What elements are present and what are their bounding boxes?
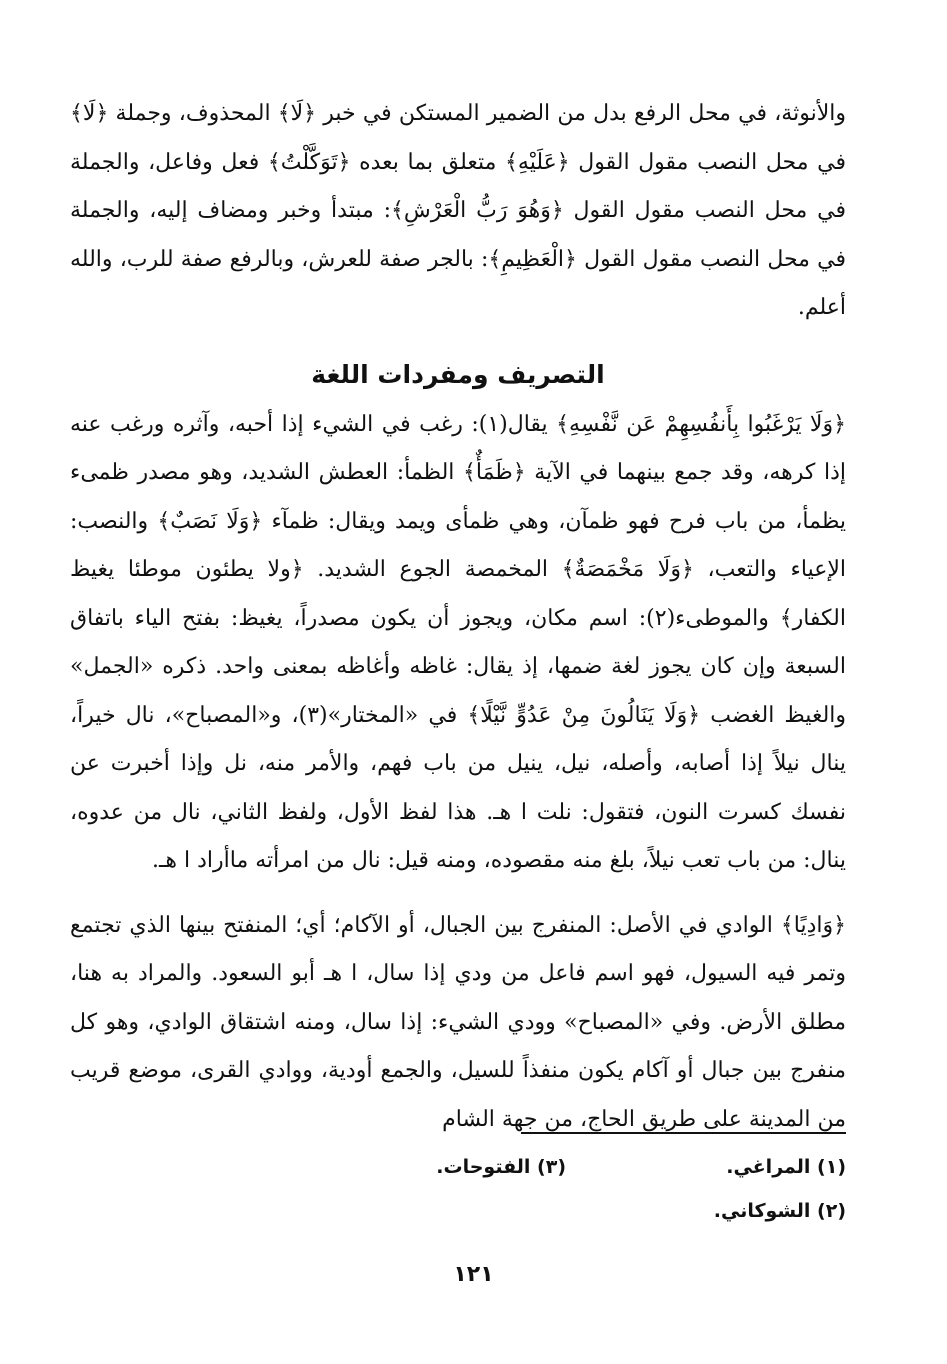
footnote-3: (٣) الفتوحات.	[436, 1156, 566, 1178]
footnote-row-2	[70, 1200, 846, 1222]
paragraph-wadi: ﴿وَادِيًا﴾ الوادي في الأصل: المنفرج بين الجبال، أو الآكام؛ أي؛ المنفتح بينها الذي تجتمع وتمر فيه السيول، فهو اسم فاعل من ودي إذا سال، ا هـ أبو السعود. والمراد به هنا، مطلق الأرض. وفي «المصباح» وودي الشيء: إذا سال، ومنه اشتقاق الوادي، وهو كل منفرج بين جبال أو آكام يكون منفذاً للسيل، والجمع أودية، ووادي القرى، موضع قريب من المدينة على طريق الحاج، من جهة الشام	[70, 912, 846, 1132]
page-number: ١٢١	[453, 1262, 494, 1287]
footnote-2: (٢) الشوكاني.	[713, 1200, 846, 1222]
section-heading: التصريف ومفردات اللغة	[311, 359, 605, 389]
footnote-row-1	[70, 1156, 846, 1178]
footnote-1: (١) المراغي.	[726, 1156, 846, 1178]
paragraph-grammar: والأنوثة، في محل الرفع بدل من الضمير المستكن في خبر ﴿لَا﴾ المحذوف، وجملة ﴿لَا﴾ في محل النصب مقول القول ﴿عَلَيْهِ﴾ متعلق بما بعده ﴿تَوَكَّلْتُ﴾ فعل وفاعل، والجملة في محل النصب مقول القول ﴿وَهُوَ رَبُّ الْعَرْشِ﴾: مبتدأ وخبر ومضاف إليه، والجملة في محل النصب مقول القول ﴿الْعَظِيمِ﴾: بالجر صفة للعرش، وبالرفع صفة للرب، والله أعلم.	[70, 101, 846, 320]
footnotes	[70, 1132, 846, 1222]
footnote-divider	[521, 1132, 846, 1134]
page-body	[70, 90, 846, 1144]
paragraph-vocabulary: ﴿وَلَا يَرْغَبُوا بِأَنفُسِهِمْ عَن نَّفْسِهِ﴾ يقال(١): رغب في الشيء إذا أحبه، وآثره ورغب عنه إذا كرهه، وقد جمع بينهما في الآية ﴿ظَمَأٌ﴾ الظمأ: العطش الشديد، وهو مصدر ظمىء يظمأ، من باب فرح فهو ظمآن، وهي ظمأى ويمد ويقال: ظمآء ﴿وَلَا نَصَبٌ﴾ والنصب: الإعياء والتعب، ﴿وَلَا مَخْمَصَةٌ﴾ المخمصة الجوع الشديد. ﴿ولا يطئون موطئا يغيظ الكفار﴾ والموطىء(٢): اسم مكان، ويجوز أن يكون مصدراً، يغيظ: بفتح الياء باتفاق السبعة وإن كان يجوز لغة ضمها، إذ يقال: غاظه وأغاظه بمعنى واحد. ذكره «الجمل» والغيظ الغضب ﴿وَلَا يَنَالُونَ مِنْ عَدُوٍّ نَّيْلًا﴾ في «المختار»(٣)، و«المصباح»، نال خيراً، ينال نيلاً إذا أصابه، وأصله، نيل، ينيل من باب فهم، والأمر منه، نل وإذا أخبرت عن نفسك كسرت النون، فتقول: نلت ا هـ. هذا لفظ الأول، ولفظ الثاني، نال من عدوه، ينال: من باب تعب نيلاً، بلغ منه مقصوده، ومنه قيل: نال من امرأته ماأراد ا هـ.	[70, 411, 847, 873]
